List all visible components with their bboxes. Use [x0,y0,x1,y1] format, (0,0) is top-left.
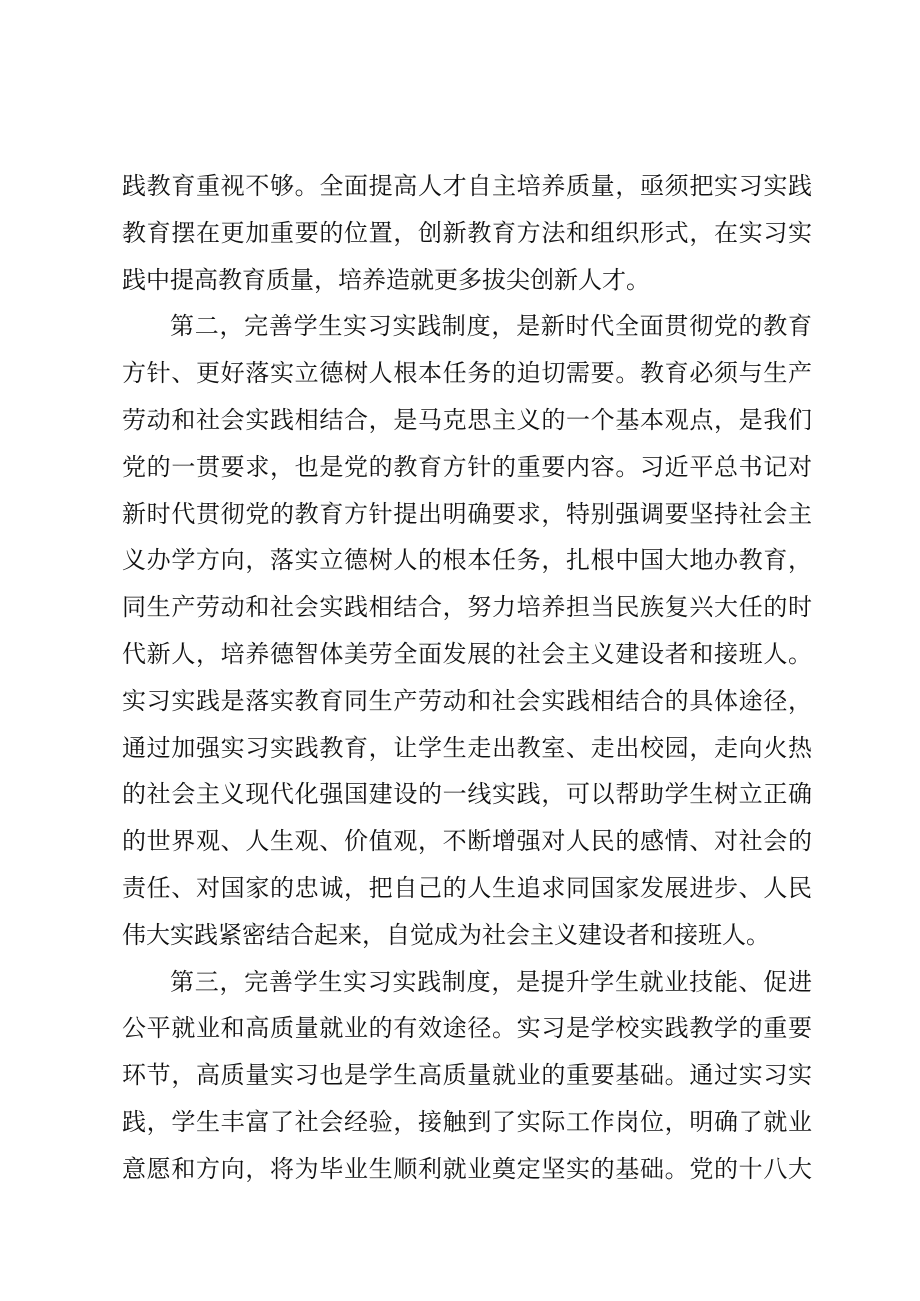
text-line: 方针、更好落实立德树人根本任务的迫切需要。教育必须与生产 [122,359,812,388]
text-line: 公平就业和高质量就业的有效途径。实习是学校实践教学的重要 [122,1014,812,1043]
text-line: 的世界观、人生观、价值观，不断增强对人民的感情、对社会的 [122,827,812,856]
text-line: 践，学生丰富了社会经验，接触到了实际工作岗位，明确了就业 [122,1107,812,1136]
text-line: 意愿和方向，将为毕业生顺利就业奠定坚实的基础。党的十八大 [122,1154,812,1183]
text-line: 伟大实践紧密结合起来，自觉成为社会主义建设者和接班人。 [122,920,770,949]
text-line: 义办学方向，落实立德树人的根本任务，扎根中国大地办教育， [122,546,812,575]
body-text [122,163,812,1193]
text-line: 代新人，培养德智体美劳全面发展的社会主义建设者和接班人。 [122,639,812,668]
paragraph-start-line: 第三，完善学生实习实践制度，是提升学生就业技能、促进 [170,967,812,996]
text-line: 践中提高教育质量，培养造就更多拔尖创新人才。 [122,265,650,294]
text-line: 责任、对国家的忠诚，把自己的人生追求同国家发展进步、人民 [122,873,812,902]
text-line: 教育摆在更加重要的位置，创新教育方法和组织形式，在实习实 [122,218,812,247]
text-line: 党的一贯要求，也是党的教育方针的重要内容。习近平总书记对 [122,452,812,481]
text-line: 通过加强实习实践教育，让学生走出教室、走出校园，走向火热 [122,733,812,762]
text-line: 实习实践是落实教育同生产劳动和社会实践相结合的具体途径， [122,686,812,715]
text-line: 新时代贯彻党的教育方针提出明确要求，特别强调要坚持社会主 [122,499,812,528]
text-line: 的社会主义现代化强国建设的一线实践，可以帮助学生树立正确 [122,780,812,809]
paragraph-start-line: 第二，完善学生实习实践制度，是新时代全面贯彻党的教育 [170,312,812,341]
text-line: 同生产劳动和社会实践相结合，努力培养担当民族复兴大任的时 [122,593,812,622]
text-line: 劳动和社会实践相结合，是马克思主义的一个基本观点，是我们 [122,405,812,434]
text-line: 践教育重视不够。全面提高人才自主培养质量，亟须把实习实践 [122,172,812,200]
text-line: 环节，高质量实习也是学生高质量就业的重要基础。通过实习实 [122,1061,812,1090]
